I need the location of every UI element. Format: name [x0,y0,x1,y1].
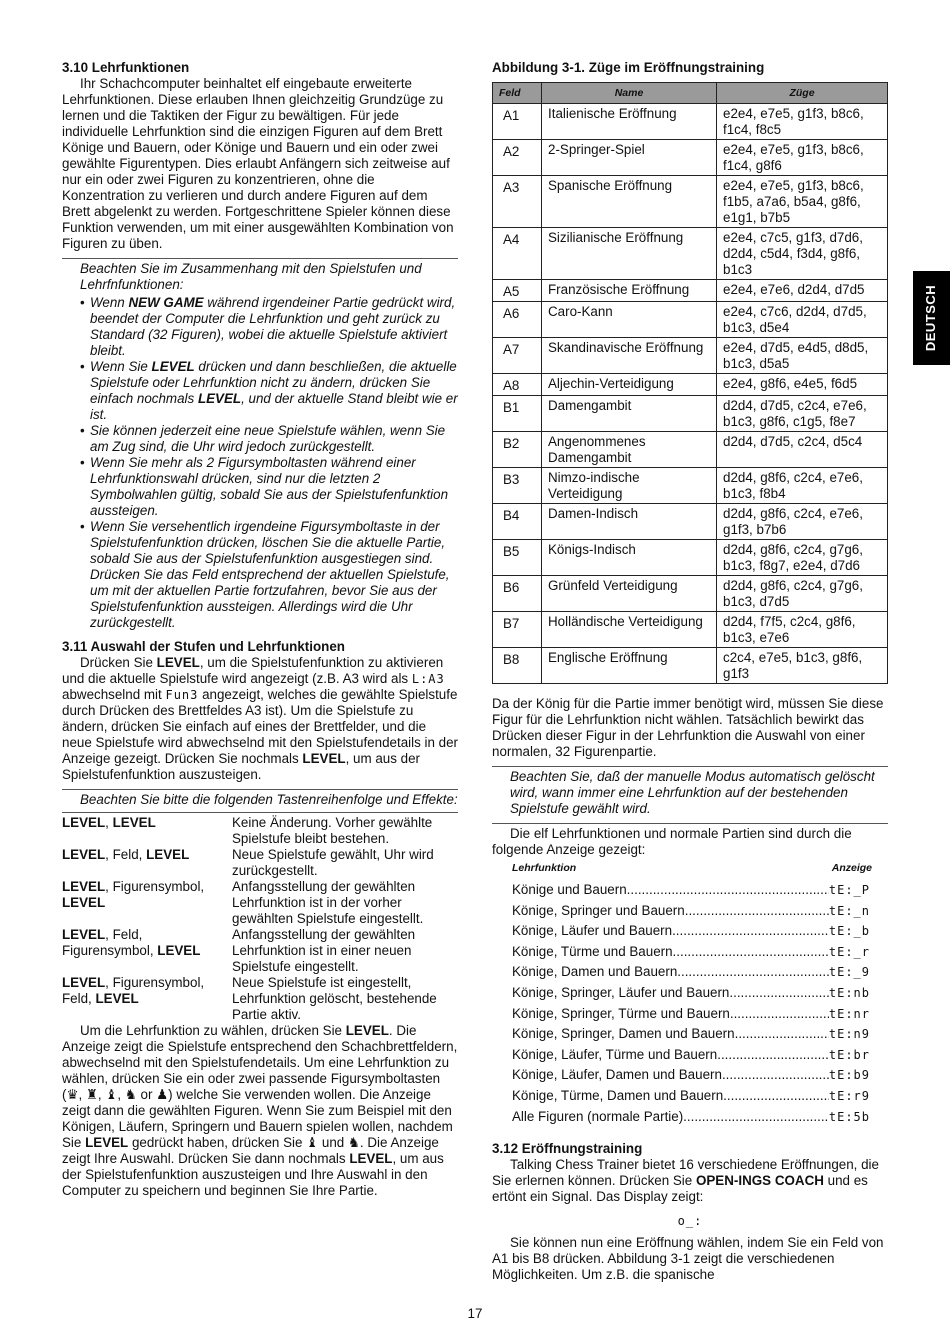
note-manual-mode [492,766,888,817]
list-item [492,1004,888,1025]
name-cell: Nimzo-indische Verteidigung [542,468,717,504]
moves-cell: e2e4, e7e5, g1f3, b8c6, f1c4, g8f6 [717,140,888,176]
table-row [493,280,888,302]
moves-cell: e2e4, e7e5, g1f3, b8c6, f1b5, a7a6, b5a4, g8f6, e1g1, b7b5 [717,176,888,228]
list-item [492,942,888,963]
language-tab [913,271,950,365]
key-sequence-row: LEVEL, LEVEL Keine Änderung. Vorher gewählte Spielstufe bleibt bestehen. [62,815,433,846]
name-cell: Spanische Eröffnung [542,176,717,228]
feld-cell: A8 [493,374,542,396]
moves-cell: c2c4, e7e5, b1c3, g8f6, g1f3 [717,648,888,684]
name-cell: Königs-Indisch [542,540,717,576]
list-item [492,1024,888,1045]
name-cell: Caro-Kann [542,302,717,338]
section-3-12-title: 3.12 Eröffnungstraining [492,1141,643,1157]
list-item [492,880,888,901]
functions-header-right: Anzeige [831,862,872,874]
moves-cell: e2e4, d7d5, e4d5, d8d5, b1c3, d5a5 [717,338,888,374]
table-row [493,648,888,684]
king-paragraph: Da der König für die Partie immer benötigt wird, müssen Sie diese Figur für die Lehrfunktion nicht wählen. Tatsächlich bewirkt das Drücken dieser Figur in der Lehrfunktion die Auswahl von einer normalen, 32 Figurenpartie. [492,696,884,759]
function-name: Könige, Springer, Läufer und Bauern [512,984,730,1000]
note-key-sequence [62,789,458,808]
moves-cell: e2e4, e7e5, g1f3, b8c6, f1c4, f8c5 [717,104,888,140]
list-item: • Wenn Sie mehr als 2 Figursymboltasten während einer Lehrfunktionswahl drücken, sind nur die letzten 2 Symbolwahlen gültig, sobald Sie aus der Spielstufenfunktion aussteigen. [90,455,458,519]
section-3-11-title: 3.11 Auswahl der Stufen und Lehrfunktionen [62,639,345,654]
list-item: • Sie können jederzeit eine neue Spielstufe wählen, wenn Sie am Zug sind, die Uhr wird jedoch zurückgestellt. [90,423,458,455]
leader-dots [722,1065,829,1086]
feld-cell: A2 [493,140,542,176]
name-cell: Angenommenes Damengambit [542,432,717,468]
name-cell: Französische Eröffnung [542,280,717,302]
header-zuege: Züge [717,83,888,104]
moves-cell: e2e4, g8f6, e4e5, f6d5 [717,374,888,396]
function-display: tE:n9 [828,1027,870,1042]
function-display: tE:5b [828,1109,870,1124]
key-sequence-row: LEVEL, Feld, LEVEL Neue Spielstufe gewählt, Uhr wird zurückgestellt. [62,847,434,878]
leader-dots [683,1107,829,1128]
feld-cell: B8 [493,648,542,684]
list-item [492,901,888,922]
table-row [493,374,888,396]
function-display: tE:_r [828,944,870,959]
table-row [493,228,888,280]
language-tab-label: DEUTSCH [923,284,939,352]
leader-dots [627,880,829,901]
leader-dots [677,962,829,983]
section-3-12-continue: Sie können nun eine Eröffnung wählen, indem Sie ein Feld von A1 bis B8 drücken. Abbildung 3-1 zeigt die verschiedenen Möglichkeiten. Um z.B. die spanische [492,1235,884,1283]
function-name: Alle Figuren (normale Partie) [512,1108,684,1124]
leader-dots [717,1045,829,1066]
moves-cell: d2d4, d7d5, c2c4, e7e6, b1c3, g8f6, c1g5, f8e7 [717,396,888,432]
function-name: Könige, Springer, Damen und Bauern [512,1026,735,1042]
table-row [493,176,888,228]
feld-cell: B5 [493,540,542,576]
key-sequence-row: LEVEL, Figurensymbol, Feld, LEVEL Neue Spielstufe ist eingestellt, Lehrfunktion gelöscht, bestehende Partie aktiv. [62,975,437,1022]
page-number: 17 [467,1306,483,1321]
leader-dots [673,942,829,963]
leader-dots [730,1004,829,1025]
table-row [493,468,888,504]
feld-cell: A3 [493,176,542,228]
table-row [493,104,888,140]
section-3-11-body: Drücken Sie LEVEL, um die Spielstufenfunktion zu aktivieren und die aktuelle Spielstufe wird angezeigt (z.B. A3 wird als L:A3 abwechselnd mit Fun3 angezeigt, welches die gewählte Spielstufe durch Drücken des Brettfeldes A3 ist). Um die Spielstufe zu ändern, drücken Sie einfach auf eines der Brettfelder, und die neue Spielstufe wird abwechselnd mit den Spielstufendetails in der Anzeige gezeigt. Drücken Sie nochmals LEVEL, um aus der Spielstufenfunktion auszusteigen. [62,655,459,782]
function-name: Könige, Türme, Damen und Bauern [512,1087,724,1103]
function-display: tE:r9 [828,1088,870,1103]
functions-list-header [492,858,888,880]
note-key-sequence-heading: Beachten Sie bitte die folgenden Tastenreihenfolge und Effekte: [80,792,458,807]
table-row [493,432,888,468]
table-row [493,576,888,612]
header-feld: Feld [493,83,542,104]
list-item [492,962,888,983]
select-function-paragraph: Um die Lehrfunktion zu wählen, drücken Sie LEVEL. Die Anzeige zeigt die Spielstufe entsprechend den Schachbrettfeldern, abwechselnd mit den Spielstufendetails. Um eine Lehrfunktion zu wählen, drücken Sie ein oder zwei passende Figursymboltasten (♛, ♜, ♝, ♞ or ♟) welche Sie verwenden wollen. Die Anzeige zeigt dann die gewählten Figuren. Wenn Sie zum Beispiel mit den Königen, Läufern, Springern und Bauern spielen wollen, nachdem Sie LEVEL gedrückt haben, drücken Sie ♝ und ♞. Die Anzeige zeigt Ihre Auswahl. Drücken Sie dann nochmals LEVEL, um aus der Spielstufenfunktion auszusteigen und Ihre Auswahl in den Computer zu speichern und beginnen Sie Ihre Partie. [62,1023,458,1198]
feld-cell: B1 [493,396,542,432]
moves-cell: d2d4, g8f6, c2c4, e7e6, g1f3, b7b6 [717,504,888,540]
name-cell: Sizilianische Eröffnung [542,228,717,280]
table-row [493,338,888,374]
key-sequence-row: LEVEL, Feld, Figurensymbol, LEVEL Anfangsstellung der gewählten Lehrfunktion ist in einer neuen Spielstufe eingestellt. [62,927,416,974]
functions-list [492,880,888,1127]
moves-cell: e2e4, e7e6, d2d4, d7d5 [717,280,888,302]
function-name: Könige, Damen und Bauern [512,964,678,980]
leader-dots [685,901,829,922]
note-manual-mode-text: Beachten Sie, daß der manuelle Modus automatisch gelöscht wird, wann immer eine Lehrfunktion auf der bestehenden Spielstufe gewählt wird. [510,769,875,816]
feld-cell: A5 [493,280,542,302]
lcd-display-level: L:A3 [411,672,445,686]
name-cell: Italienische Eröffnung [542,104,717,140]
feld-cell: A6 [493,302,542,338]
name-cell: Damen-Indisch [542,504,717,540]
function-display: tE:nb [828,985,870,1000]
name-cell: Skandinavische Eröffnung [542,338,717,374]
section-3-10-title: 3.10 Lehrfunktionen [62,60,190,75]
moves-cell: d2d4, d7d5, c2c4, d5c4 [717,432,888,468]
function-display: tE:b9 [828,1068,870,1083]
leader-dots [723,1086,829,1107]
note-levels [62,258,458,631]
table-row [493,504,888,540]
function-display: tE:nr [828,1006,870,1021]
function-name: Könige, Läufer und Bauern [512,923,673,939]
function-name: Könige und Bauern [512,882,627,897]
feld-cell: A4 [493,228,542,280]
note-levels-list [62,295,458,631]
feld-cell: B7 [493,612,542,648]
feld-cell: A1 [493,104,542,140]
function-display: tE:_n [828,903,870,918]
function-display: tE:br [828,1047,870,1062]
table-header-row [493,83,888,104]
leader-dots [672,921,829,942]
leader-dots [735,1024,829,1045]
feld-cell: B6 [493,576,542,612]
list-item: • Wenn Sie versehentlich irgendeine Figursymboltaste in der Spielstufenfunktion drücken, löschen Sie die aktuelle Partie, sobald Sie aus der Spielstufenfunktion ausgestiegen sind. Drücken Sie das Feld entsprechend der aktuellen Spielstufe, um mit der aktuellen Partie fortzufahren, bevor Sie aus der Spielstufenfunktion aussteigen. Allerdings wird die Uhr zurückgestellt. [90,519,458,631]
header-name: Name [542,83,717,104]
moves-cell: d2d4, g8f6, c2c4, g7g6, b1c3, f8g7, e2e4, d7d6 [717,540,888,576]
moves-cell: d2d4, g8f6, c2c4, e7e6, b1c3, f8b4 [717,468,888,504]
lcd-display-fun: Fun3 [165,688,199,702]
table-row [493,302,888,338]
name-cell: Aljechin-Verteidigung [542,374,717,396]
function-name: Könige, Türme und Bauern [512,943,673,959]
openings-table-body [493,104,888,684]
right-column [492,60,888,1283]
table-row [493,140,888,176]
list-item [492,1065,888,1086]
name-cell: 2-Springer-Spiel [542,140,717,176]
list-item [492,921,888,942]
list-item [492,983,888,1004]
list-item [492,1086,888,1107]
left-column [62,60,458,1199]
lcd-opening-display: o_: [677,1214,703,1229]
function-display: tE:_b [828,924,870,939]
table-row [493,612,888,648]
functions-intro-block [492,823,888,858]
function-name: Könige, Springer und Bauern [512,902,685,918]
functions-intro: Die elf Lehrfunktionen und normale Partien sind durch die folgende Anzeige gezeigt: [492,826,852,857]
moves-cell: e2e4, c7c5, g1f3, d7d6, d2d4, c5d4, f3d4, g8f6, b1c3 [717,228,888,280]
function-name: Könige, Springer, Türme und Bauern [512,1005,730,1021]
key-sequence-table [62,812,458,1023]
section-3-10-body: Ihr Schachcomputer beinhaltet elf eingebaute erweiterte Lehrfunktionen. Diese erlauben Ihnen gleichzeitig Grundzüge zu lernen und die Taktiken der Figur zu bewältigen. Für jede individuelle Lehrfunktion sind die einzigen Figuren auf dem Brett Könige und Bauern, oder Könige und Bauern und ein oder zwei gewählte Figurentypen. Dies erlaubt Anfängern sich zeitweise auf nur ein oder zwei Figuren zu konzentrieren, ohne die Konzentration zu verlieren und durch andere Figuren auf dem Brett abgelenkt zu werden. Fortgeschrittene Spieler können diese Funktion verwenden, um mit einer ausgewählten Kombination von Figuren zu üben. [62,76,454,251]
note-levels-heading: Beachten Sie im Zusammenhang mit den Spielstufen und Lehrfnfunktionen: [80,261,422,292]
openings-table [492,82,888,684]
function-display: tE:_9 [828,965,870,980]
table-row [493,396,888,432]
figure-title: Abbildung 3-1. Züge im Eröffnungstraining [492,60,765,75]
moves-cell: e2e4, c7c6, d2d4, d7d5, b1c3, d5e4 [717,302,888,338]
leader-dots [729,983,828,1004]
moves-cell: d2d4, f7f5, c2c4, g8f6, b1c3, e7e6 [717,612,888,648]
list-item: • Wenn NEW GAME während irgendeiner Partie gedrückt wird, beendet der Computer die Lehrfunktion und geht zurück zu Standard (32 Figuren), wobei die aktuelle Spielstufe aktiviert bleibt. [90,295,458,359]
feld-cell: B2 [493,432,542,468]
function-name: Könige, Läufer, Damen und Bauern [512,1067,722,1083]
section-3-12-body: Talking Chess Trainer bietet 16 verschiedene Eröffnungen, die Sie erlernen können. Drücken Sie OPEN-INGS COACH und es ertönt ein Signal. Das Display zeigt: [492,1157,879,1205]
list-item [492,1045,888,1066]
list-item [492,1107,888,1128]
name-cell: Englische Eröffnung [542,648,717,684]
moves-cell: d2d4, g8f6, c2c4, g7g6, b1c3, d7d5 [717,576,888,612]
key-sequence-row: LEVEL, Figurensymbol, LEVEL Anfangsstellung der gewählten Lehrfunktion ist in der vorher gewählten Spielstufe eingestellt. [62,879,424,926]
name-cell: Damengambit [542,396,717,432]
function-name: Könige, Läufer, Türme und Bauern [512,1046,718,1062]
table-row [493,540,888,576]
feld-cell: A7 [493,338,542,374]
function-display: tE:_P [828,883,870,897]
functions-header-left: Lehrfunktion [512,862,577,874]
feld-cell: B3 [493,468,542,504]
name-cell: Holländische Verteidigung [542,612,717,648]
list-item: • Wenn Sie LEVEL drücken und dann beschließen, die aktuelle Spielstufe oder Lehrfunktion nicht zu ändern, drücken Sie einfach nochmals LEVEL, und der aktuelle Stand bleibt wie er ist. [90,359,458,423]
name-cell: Grünfeld Verteidigung [542,576,717,612]
feld-cell: B4 [493,504,542,540]
